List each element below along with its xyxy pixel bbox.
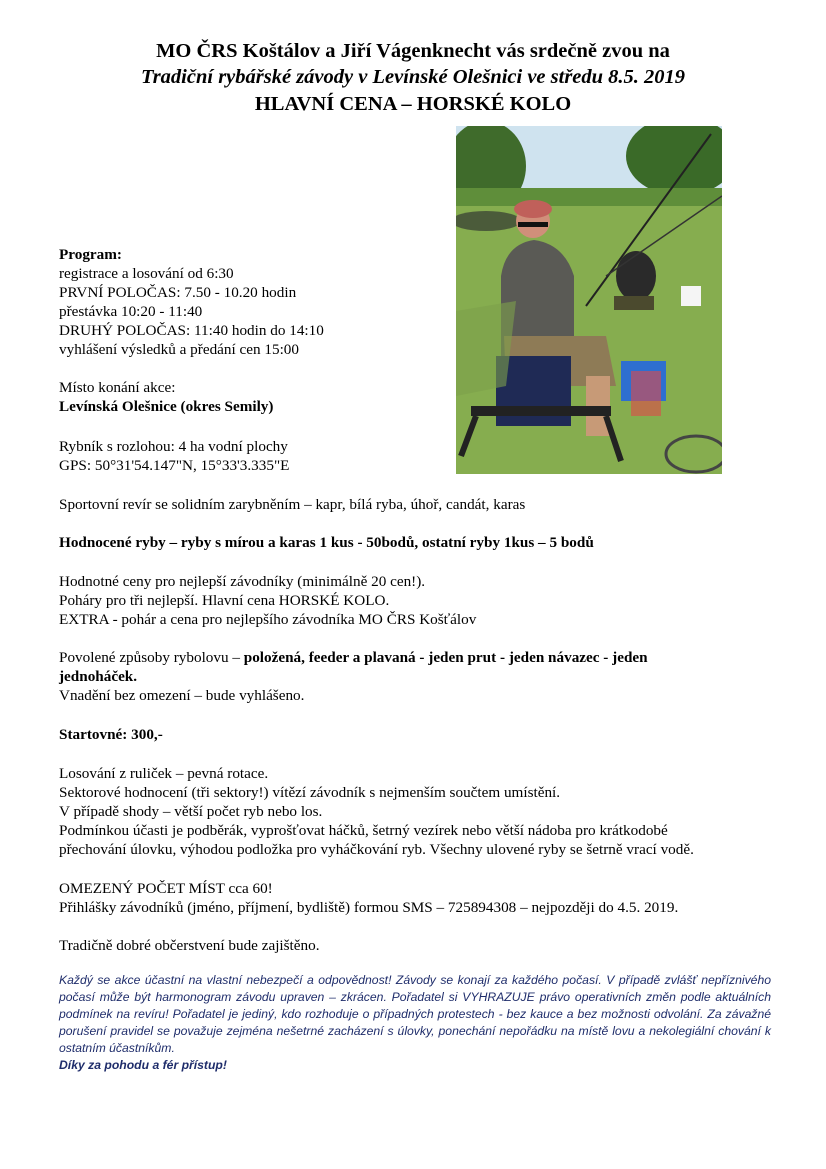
fishing-methods: [59, 648, 719, 686]
fishing-photo: [456, 126, 722, 474]
title-line-2: Tradiční rybářské závody v Levínské Olešnici ve středu 8.5. 2019: [140, 66, 686, 88]
title-line-3: HLAVNÍ CENA – HORSKÉ KOLO: [254, 93, 572, 115]
prize-line: Poháry pro tři nejlepší. Hlavní cena HORSKÉ KOLO.: [59, 592, 390, 609]
title-line-1: MO ČRS Koštálov a Jiří Vágenknecht vás srdečně zvou na: [156, 40, 670, 62]
methods-prefix: Povolené způsoby rybolovu –: [59, 649, 244, 666]
program-line: registrace a losování od 6:30: [59, 265, 234, 282]
sport-fishery-text: Sportovní revír se solidním zarybněním – kapr, bílá ryba, úhoř, candát, karas: [59, 496, 526, 513]
pond-size: Rybník s rozlohou: 4 ha vodní plochy: [59, 438, 288, 455]
disclaimer-text: Každý se akce účastní na vlastní nebezpečí a odpovědnost! Závody se konají za každého počasí. V případě zvlášť nepříznivého počasí může být harmonogram závodu upraven – zkrácen. Pořadatel si VYHRAZUJE právo operativních změn podle aktuálních podmínek na revíru! Pořadatel je jediný, kdo rozhoduje o případných protestech - bez kauce a bez možnosti odvolání. Za závažné porušení pravidel se považuje zejména nešetrné zacházení s úlovky, ponechání nepořádku na místě lovu a nekolegiální chování k ostatním účastníkům.: [59, 973, 771, 1055]
registration-text: Přihlášky závodníků (jméno, příjmení, bydliště) formou SMS – 725894308 – nejpozději do 4.5. 2019.: [59, 899, 679, 916]
methods-bold: položená, feeder a plavaná - jeden prut - jeden návazec - jeden jednoháček.: [59, 649, 648, 685]
rule-line: Losování z ruliček – pevná rotace.: [59, 765, 269, 782]
venue-name: Levínská Olešnice (okres Semily): [59, 398, 274, 415]
disclaimer: [59, 972, 771, 1074]
scored-fish-text: Hodnocené ryby – ryby s mírou a karas 1 kus - 50bodů, ostatní ryby 1kus – 5 bodů: [59, 534, 594, 551]
program-line: vyhlášení výsledků a předání cen 15:00: [59, 341, 299, 358]
venue-label: Místo konání akce:: [59, 379, 176, 396]
thanks-text: Díky za pohodu a fér přístup!: [59, 1058, 227, 1072]
start-fee: Startovné: 300,-: [59, 726, 163, 743]
limited-places: OMEZENÝ POČET MÍST cca 60!: [59, 880, 273, 897]
prize-line: Hodnotné ceny pro nejlepší závodníky (minimálně 20 cen!).: [59, 573, 426, 590]
baiting-text: Vnadění bez omezení – bude vyhlášeno.: [59, 687, 305, 704]
rule-line: Sektorové hodnocení (tři sektory!) vítězí závodník s nejmenším součtem umístění.: [59, 784, 561, 801]
program-line: DRUHÝ POLOČAS: 11:40 hodin do 14:10: [59, 322, 324, 339]
rule-line: V případě shody – větší počet ryb nebo los.: [59, 803, 323, 820]
prize-line: EXTRA - pohár a cena pro nejlepšího závodníka MO ČRS Košťálov: [59, 611, 477, 628]
rule-line: přechování úlovku, výhodou podložka pro vyháčkování ryb. Všechny ulovené ryby se šetrně vrací vodě.: [59, 841, 694, 858]
program-line: PRVNÍ POLOČAS: 7.50 - 10.20 hodin: [59, 284, 297, 301]
rule-line: Podmínkou účasti je podběrák, vyprošťovat háčků, šetrný vezírek nebo větší nádoba pro krátkodobé: [59, 822, 668, 839]
refreshments-text: Tradičně dobré občerstvení bude zajištěno.: [59, 937, 320, 954]
program-line: přestávka 10:20 - 11:40: [59, 303, 203, 320]
program-heading: Program:: [59, 246, 122, 263]
gps-coordinates: GPS: 50°31'54.147"N, 15°33'3.335"E: [59, 457, 290, 474]
